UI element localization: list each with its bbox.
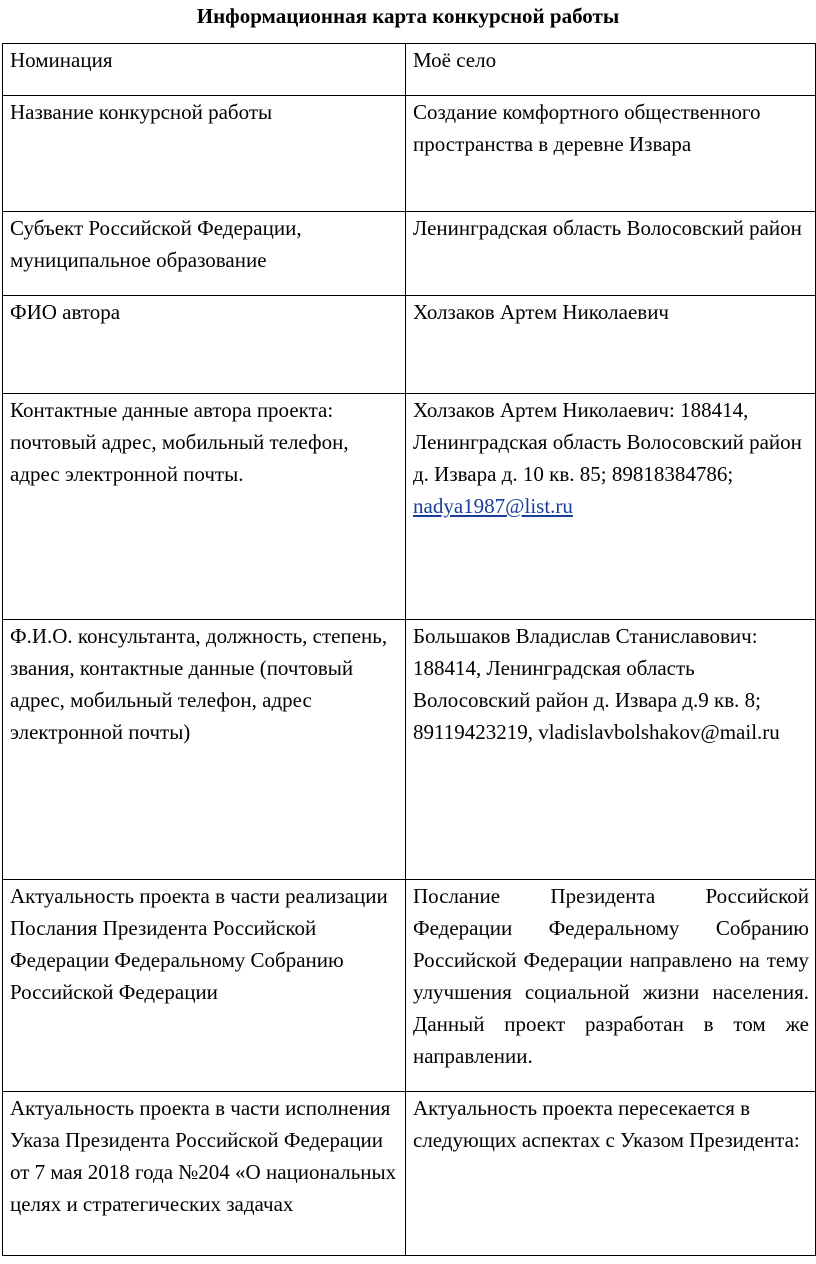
table-row (3, 96, 816, 212)
info-card-table (2, 43, 816, 1256)
table-row (3, 394, 816, 620)
author-email-link[interactable]: nadya1987@list.ru (413, 494, 573, 518)
table-row (3, 212, 816, 296)
table-row (3, 44, 816, 96)
row-label-relevance-message: Актуальность проекта в части реализации Послания Президента Российской Федерации Федеральному Собранию Российской Федерации (3, 880, 406, 1092)
row-label-relevance-decree: Актуальность проекта в части исполнения Указа Президента Российской Федерации от 7 мая 2018 года №204 «О национальных целях и стратегических задачах (3, 1092, 406, 1256)
row-value-region: Ленинградская область Волосовский район (406, 212, 816, 296)
row-label-work-title: Название конкурсной работы (3, 96, 406, 212)
row-label-nomination: Номинация (3, 44, 406, 96)
row-value-nomination: Моё село (406, 44, 816, 96)
row-label-region: Субъект Российской Федерации, муниципальное образование (3, 212, 406, 296)
row-value-author: Холзаков Артем Николаевич (406, 296, 816, 394)
table-row (3, 880, 816, 1092)
author-contacts-text: Холзаков Артем Николаевич: 188414, Ленинградская область Волосовский район д. Извара д. 10 кв. 85; 89818384786; (413, 398, 802, 486)
row-value-relevance-decree: Актуальность проекта пересекается в следующих аспектах с Указом Президента: (406, 1092, 816, 1256)
row-label-author-contacts: Контактные данные автора проекта: почтовый адрес, мобильный телефон, адрес электронной почты. (3, 394, 406, 620)
row-value-relevance-message: Послание Президента Российской Федерации Федеральному Собранию Российской Федерации направлено на тему улучшения социальной жизни населения. Данный проект разработан в том же направлении. (406, 880, 816, 1092)
row-value-work-title: Создание комфортного общественного пространства в деревне Извара (406, 96, 816, 212)
table-row (3, 296, 816, 394)
table-row (3, 1092, 816, 1256)
row-value-consultant: Большаков Владислав Станиславович: 188414, Ленинградская область Волосовский район д. Извара д.9 кв. 8; 89119423219, vladislavbolshakov@mail.ru (406, 620, 816, 880)
row-label-consultant: Ф.И.О. консультанта, должность, степень, звания, контактные данные (почтовый адрес, мобильный телефон, адрес электронной почты) (3, 620, 406, 880)
table-row (3, 620, 816, 880)
row-value-author-contacts (406, 394, 816, 620)
document-title: Информационная карта конкурсной работы (196, 4, 620, 28)
row-label-author: ФИО автора (3, 296, 406, 394)
